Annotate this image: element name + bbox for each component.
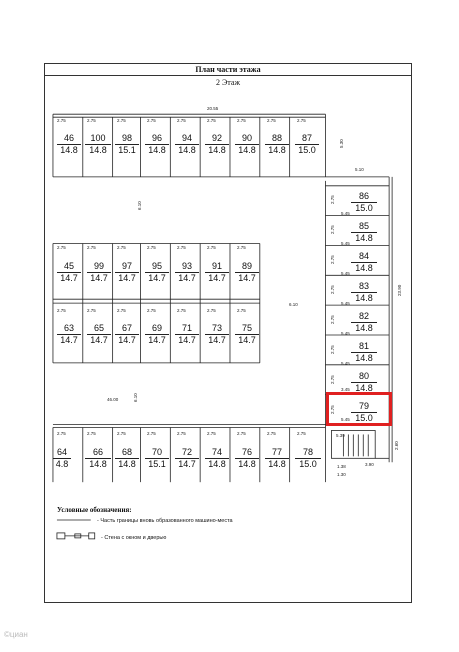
spot-93: 93 14.7: [175, 262, 199, 283]
dim-275-right: 2.75: [330, 225, 335, 234]
dim-mid-275: 2.75: [57, 245, 66, 250]
dim-275-right: 2.75: [330, 405, 335, 414]
spot-65: 65 14.7: [87, 324, 111, 345]
spot-94: 94 14.8: [175, 134, 199, 155]
spot-99: 99 14.7: [87, 262, 111, 283]
dim-138: 1.38: [337, 464, 346, 469]
dim-bottom-275: 2.75: [297, 431, 306, 436]
spot-64: 64 4.8: [53, 448, 71, 469]
dim-low-275: 2.75: [117, 308, 126, 313]
plan-sheet: [44, 63, 412, 603]
dim-545-right: 5.45: [341, 361, 350, 366]
spot-71: 71 14.7: [175, 324, 199, 345]
dim-low-275: 2.75: [237, 308, 246, 313]
spot-63: 63 14.7: [57, 324, 81, 345]
spot-66: 66 14.8: [85, 448, 111, 469]
spot-75: 75 14.7: [235, 324, 259, 345]
dim-545-right: 5.45: [341, 271, 350, 276]
dim-bottom-275: 2.75: [237, 431, 246, 436]
dim-top-275: 2.75: [177, 118, 186, 123]
plan-title: План части этажа: [45, 64, 411, 76]
dim-low-275: 2.75: [147, 308, 156, 313]
spot-97: 97 14.7: [115, 262, 139, 283]
dim-545-right: 5.45: [341, 211, 350, 216]
highlight-spot-79: [326, 392, 392, 426]
floor-label: 2 Этаж: [216, 78, 240, 87]
dim-bottom-275: 2.75: [57, 431, 66, 436]
dim-610-low: 6.10: [133, 393, 138, 402]
dim-bottom-275: 2.75: [87, 431, 96, 436]
dim-275-right: 2.75: [330, 375, 335, 384]
dim-610-left: 6.10: [137, 201, 142, 210]
spot-69: 69 14.7: [145, 324, 169, 345]
dim-545-right: 5.45: [341, 331, 350, 336]
legend-item-boundary: - Часть границы вновь образованного машино-места: [97, 518, 233, 524]
spot-81: 81 14.8: [351, 342, 377, 363]
spot-87: 87 15.0: [295, 134, 319, 155]
spot-70: 70 15.1: [145, 448, 169, 469]
dim-top-275: 2.75: [237, 118, 246, 123]
dim-390: 3.90: [365, 462, 374, 467]
dim-610-mid: 6.10: [289, 302, 298, 307]
spot-78: 78 15.0: [295, 448, 321, 469]
dim-mid-275: 2.75: [87, 245, 96, 250]
dim-top-275: 2.75: [117, 118, 126, 123]
dim-545-right: 5.45: [341, 241, 350, 246]
dim-345: 3.45: [341, 387, 350, 392]
dim-low-275: 2.75: [87, 308, 96, 313]
spot-45: 45 14.7: [57, 262, 81, 283]
dim-top-275: 2.75: [87, 118, 96, 123]
dim-top-total: 20.55: [207, 106, 219, 111]
dim-top-275: 2.75: [207, 118, 216, 123]
dim-low-275: 2.75: [207, 308, 216, 313]
spot-74: 74 14.8: [205, 448, 229, 469]
dim-top-275: 2.75: [267, 118, 276, 123]
dim-275-right: 2.75: [330, 315, 335, 324]
spot-96: 96 14.8: [145, 134, 169, 155]
spot-95: 95 14.7: [145, 262, 169, 283]
dim-275-right: 2.75: [330, 285, 335, 294]
spot-72: 72 14.7: [175, 448, 199, 469]
dim-275-right: 2.75: [330, 195, 335, 204]
spot-82: 82 14.8: [351, 312, 377, 333]
dim-low-275: 2.75: [57, 308, 66, 313]
dim-130: 1.30: [337, 472, 346, 477]
spot-100: 100 14.8: [85, 134, 111, 155]
dim-mid-275: 2.75: [237, 245, 246, 250]
dim-mid-275: 2.75: [207, 245, 216, 250]
spot-79: 79 15.0: [351, 402, 377, 423]
dim-mid-275: 2.75: [147, 245, 156, 250]
legend-title: Условные обозначения:: [57, 506, 132, 514]
spot-86: 86 15.0: [351, 192, 377, 213]
spot-85: 85 14.8: [351, 222, 377, 243]
spot-46: 46 14.8: [57, 134, 81, 155]
dim-top-275: 2.75: [297, 118, 306, 123]
dim-545-right: 5.45: [341, 301, 350, 306]
dim-4600: 46.00: [107, 397, 119, 402]
spot-73: 73 14.7: [205, 324, 229, 345]
dim-539: 5.39: [336, 433, 345, 438]
legend-item-wall: - Стена с окном и дверью: [101, 535, 167, 541]
spot-98: 98 15.1: [115, 134, 139, 155]
watermark: ©циан: [4, 630, 28, 639]
dim-mid-275: 2.75: [117, 245, 126, 250]
dim-510: 5.10: [355, 167, 364, 172]
dim-275-right: 2.75: [330, 255, 335, 264]
spot-90: 90 14.8: [235, 134, 259, 155]
dim-mid-275: 2.75: [177, 245, 186, 250]
dim-top-275: 2.75: [57, 118, 66, 123]
spot-83: 83 14.8: [351, 282, 377, 303]
spot-68: 68 14.8: [115, 448, 139, 469]
dim-top-275: 2.75: [147, 118, 156, 123]
spot-67: 67 14.7: [115, 324, 139, 345]
spot-92: 92 14.8: [205, 134, 229, 155]
spot-84: 84 14.8: [351, 252, 377, 273]
dim-bottom-275: 2.75: [117, 431, 126, 436]
dim-bottom-275: 2.75: [147, 431, 156, 436]
dim-545-right: 5.45: [341, 417, 350, 422]
dim-bottom-275: 2.75: [177, 431, 186, 436]
spot-76: 76 14.8: [235, 448, 259, 469]
dim-2390: 23.90: [397, 284, 402, 296]
dim-275-right: 2.75: [330, 345, 335, 354]
spot-80: 80 14.8: [351, 372, 377, 393]
dim-bottom-275: 2.75: [207, 431, 216, 436]
dim-bottom-275: 2.75: [267, 431, 276, 436]
dim-530: 5.30: [339, 139, 344, 148]
dim-low-275: 2.75: [177, 308, 186, 313]
spot-91: 91 14.7: [205, 262, 229, 283]
spot-89: 89 14.7: [235, 262, 259, 283]
spot-88: 88 14.8: [265, 134, 289, 155]
dim-260: 2.60: [394, 441, 399, 450]
spot-77: 77 14.8: [265, 448, 289, 469]
